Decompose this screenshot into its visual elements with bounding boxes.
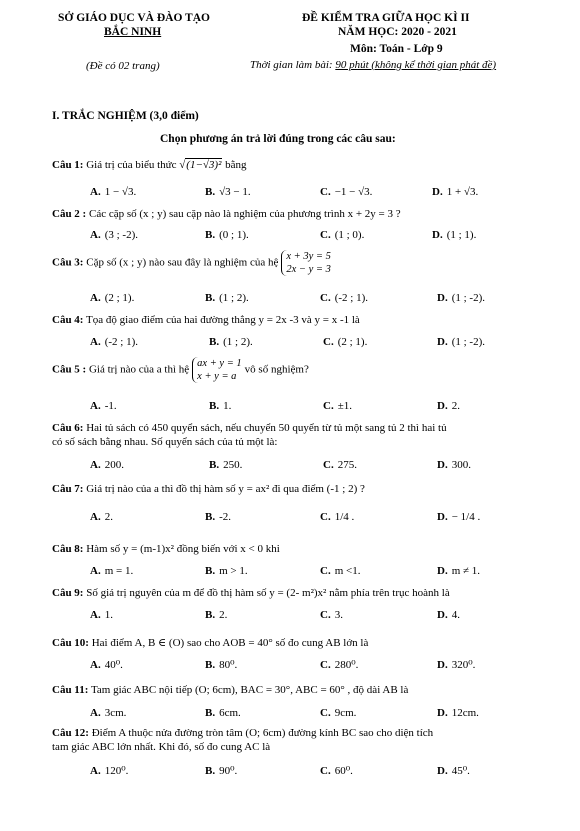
q1-option-c: C. −1 − √3. (320, 186, 373, 198)
equation-system: x + 3y = 5 2x − y = 3 (281, 250, 331, 276)
page-count-note: (Đề có 02 trang) (86, 60, 160, 72)
question-7: Câu 7: Giá trị nào của a thì đồ thị hàm số y = ax² đi qua điểm (-1 ; 2) ? (52, 483, 365, 495)
q6-option-b: B. 250. (209, 459, 243, 471)
question-10: Câu 10: Hai điểm A, B ∈ (O) sao cho AOB = 40° số đo cung AB lớn là (52, 637, 369, 649)
question-12: Câu 12: Điểm A thuộc nửa đường tròn tâm (O; 6cm) đường kính BC sao cho diện tích (52, 727, 434, 739)
question-3: Câu 3: Cặp số (x ; y) nào sau đây là nghiệm của hệ x + 3y = 5 2x − y = 3 (52, 251, 331, 275)
q10-option-c: C. 280⁰. (320, 659, 359, 671)
q5-option-b: B. 1. (209, 400, 232, 412)
q11-option-a: A. 3cm. (90, 707, 127, 719)
q8-option-c: C. m <1. (320, 565, 361, 577)
question-2: Câu 2 : Các cặp số (x ; y) sau cặp nào là nghiệm của phương trình x + 2y = 3 ? (52, 208, 401, 220)
q8-option-a: A. m = 1. (90, 565, 134, 577)
q3-option-b: B. (1 ; 2). (205, 292, 249, 304)
q5-option-d: D. 2. (437, 400, 460, 412)
q12-option-a: A. 120⁰. (90, 765, 129, 777)
q2-option-b: B. (0 ; 1). (205, 229, 249, 241)
q5-option-a: A. -1. (90, 400, 117, 412)
question-4: Câu 4: Tọa độ giao điểm của hai đường thẳng y = 2x -3 và y = x -1 là (52, 314, 360, 326)
q4-option-b: B. (1 ; 2). (209, 336, 253, 348)
question-5: Câu 5 : Giá trị nào của a thì hệ ax + y = 1 x + y = a vô số nghiệm? (52, 358, 309, 382)
time-limit: Thời gian làm bài: 90 phút (không kể thời gian phát đề) (250, 59, 497, 71)
school-year: NĂM HỌC: 2020 - 2021 (338, 26, 457, 38)
q4-option-a: A. (-2 ; 1). (90, 336, 138, 348)
subject-line: Môn: Toán - Lớp 9 (350, 43, 443, 55)
q2-option-d: D. (1 ; 1). (432, 229, 477, 241)
q1-option-b: B. √3 − 1. (205, 186, 251, 198)
q12-option-b: B. 90⁰. (205, 765, 238, 777)
department-name: SỞ GIÁO DỤC VÀ ĐÀO TẠO (58, 12, 210, 24)
q3-option-a: A. (2 ; 1). (90, 292, 135, 304)
q7-option-c: C. 1/4 . (320, 511, 355, 523)
question-1: Câu 1: Giá trị của biểu thức √(1−√3)² bằng (52, 159, 247, 171)
q9-option-a: A. 1. (90, 609, 113, 621)
q8-option-b: B. m > 1. (205, 565, 248, 577)
q8-option-d: D. m ≠ 1. (437, 565, 481, 577)
sqrt-expression: √(1−√3)² (179, 159, 222, 171)
q11-option-b: B. 6cm. (205, 707, 241, 719)
question-6-line2: có số sách bằng nhau. Số quyển sách của tủ một là: (52, 436, 278, 448)
instruction: Chọn phương án trả lời đúng trong các câu sau: (160, 133, 396, 145)
q12-option-d: D. 45⁰. (437, 765, 470, 777)
q1-option-a: A. 1 − √3. (90, 186, 137, 198)
exam-title: ĐỀ KIỂM TRA GIỮA HỌC KÌ II (302, 12, 470, 24)
q9-option-c: C. 3. (320, 609, 343, 621)
q4-option-c: C. (2 ; 1). (323, 336, 368, 348)
section-title: I. TRẮC NGHIỆM (3,0 điểm) (52, 110, 199, 122)
province-name: BẮC NINH (104, 26, 162, 38)
q6-option-c: C. 275. (323, 459, 357, 471)
q3-option-d: D. (1 ; -2). (437, 292, 485, 304)
q2-option-a: A. (3 ; -2). (90, 229, 138, 241)
q7-option-b: B. -2. (205, 511, 232, 523)
q12-option-c: C. 60⁰. (320, 765, 353, 777)
q5-option-c: C. ±1. (323, 400, 352, 412)
q3-option-c: C. (-2 ; 1). (320, 292, 368, 304)
q11-option-c: C. 9cm. (320, 707, 357, 719)
q10-option-b: B. 80⁰. (205, 659, 238, 671)
q6-option-a: A. 200. (90, 459, 124, 471)
q4-option-d: D. (1 ; -2). (437, 336, 485, 348)
question-12-line2: tam giác ABC lớn nhất. Khi đó, số đo cung AC là (52, 741, 271, 753)
q7-option-a: A. 2. (90, 511, 113, 523)
q9-option-d: D. 4. (437, 609, 460, 621)
q2-option-c: C. (1 ; 0). (320, 229, 365, 241)
q7-option-d: D. − 1/4 . (437, 511, 481, 523)
q10-option-d: D. 320⁰. (437, 659, 476, 671)
question-9: Câu 9: Số giá trị nguyên của m để đồ thị hàm số y = (2- m²)x² nằm phía trên trục hoành là (52, 587, 450, 599)
q11-option-d: D. 12cm. (437, 707, 479, 719)
question-11: Câu 11: Tam giác ABC nội tiếp (O; 6cm), BAC = 30°, ABC = 60° , độ dài AB là (52, 684, 409, 696)
question-6: Câu 6: Hai tủ sách có 450 quyển sách, nếu chuyển 50 quyển từ tủ một sang tủ 2 thì hai tủ (52, 422, 447, 434)
q10-option-a: A. 40⁰. (90, 659, 123, 671)
q9-option-b: B. 2. (205, 609, 228, 621)
q1-option-d: D. 1 + √3. (432, 186, 479, 198)
q6-option-d: D. 300. (437, 459, 471, 471)
equation-system: ax + y = 1 x + y = a (192, 357, 242, 383)
question-8: Câu 8: Hàm số y = (m-1)x² đồng biến với x < 0 khi (52, 543, 280, 555)
